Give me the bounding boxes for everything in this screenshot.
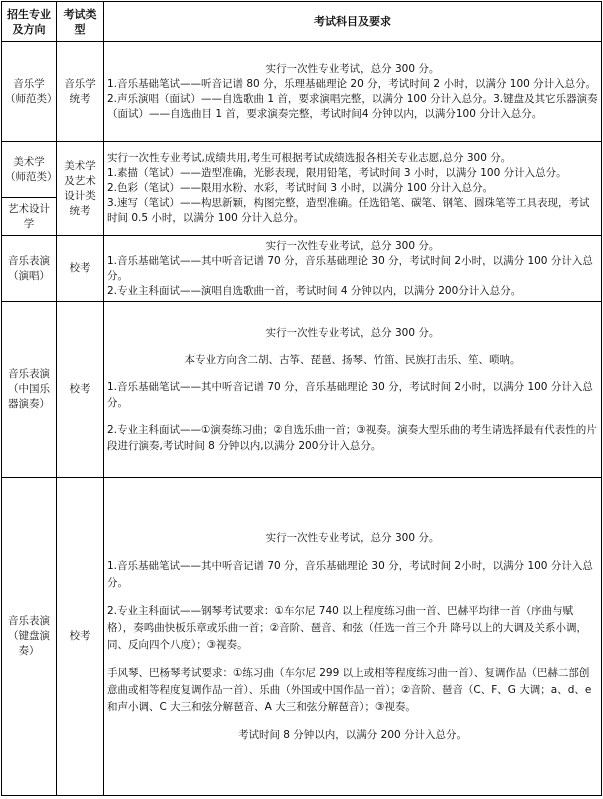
table-row [2,236,602,302]
table-row [2,42,602,142]
row-major: 音乐表演（演唱） [2,236,57,302]
subject-line: 1.音乐基础笔试——其中听音记谱 70 分，音乐基础理论 30 分，考试时间 2小时，以满分 100 分计入总分。 [107,559,593,589]
admission-requirements-table [1,1,602,796]
subject-line: 1.音乐基础笔试——其中听音记谱 70 分，音乐基础理论 30 分，考试时间 2小时，以满分 100 分计入总分。 [107,381,593,409]
row-exam-type: 音乐学统考 [57,42,104,142]
table-row [2,142,602,198]
subject-line: 1.素描（笔试）——造型准确，光影表现，限用铅笔，考试时间 3 小时，以满分 100 分计入总分。 [107,167,567,179]
row-major: 美术学（师范类） [2,142,57,198]
subject-line: 2.专业主科面试——演唱自选歌曲一首，考试时间 4 分钟以内，以满分 200分计入总分。 [107,284,522,297]
row-subjects [104,142,602,236]
row-major-secondary: 艺术设计学 [2,198,57,236]
subject-line: 手风琴、巴杨琴考试要求：①练习曲（车尔尼 299 以上或相等程度练习曲一首）、复调作品（巴赫二部创意曲或相等程度复调作品一首）、乐曲（外国或中国作品一首）；②音阶、琶音（C、F、G 大调；a、d、e 和声小调、C 大三和弦分解琶音、A 大三和弦分解琶音）；③视奏。 [107,666,592,713]
row-major: 音乐学（师范类） [2,42,57,142]
subject-line: 实行一次性专业考试,成绩共用,考生可根据考试成绩选报各相关专业志愿,总分 300 分。 [107,152,512,164]
row-subjects [104,302,602,478]
subject-line: 3.速写（笔试）——构思新颖，构图完整，造型准确。任选铅笔、碳笔、钢笔、圆珠笔等工具表现，考试时间 0.5 小时，以满分 100 分计入总分。 [107,197,590,224]
row-exam-type: 校考 [57,478,104,796]
row-exam-type: 美术学及艺术设计类统考 [57,142,104,236]
subject-line: 2.专业主科面试——①演奏练习曲；②自选乐曲一首；③视奏。演奏大型乐曲的考生请选择最有代表性的片段进行演奏,考试时间 8 分钟以内,以满分 200分计入总分。 [107,424,597,452]
subject-line: 实行一次性专业考试，总分 300 分。 [265,239,440,252]
row-major: 音乐表演（键盘演奏） [2,478,57,796]
table-header-row [2,2,602,42]
subject-line: 2.专业主科面试——钢琴考试要求：①车尔尼 740 以上程度练习曲一首、巴赫平均律一首（序曲与赋格），奏鸣曲快板乐章或乐曲一首；②音阶、琶音、和弦（任选一首三个升 降号以上的大调及关系小调，同、反向四个八度）；③视奏。 [107,604,587,651]
row-exam-type: 校考 [57,236,104,302]
row-subjects [104,478,602,796]
subject-line: 实行一次性专业考试，总分 300 分。 [265,327,440,339]
table-row [2,302,602,478]
table-row [2,478,602,796]
subject-line: 2.声乐演唱（面试）——自选歌曲 1 首，要求演唱完整，以满分 100 分计入总分。3.键盘及其它乐器演奏（面试）——自选曲目 1 首，要求演奏完整，考试时间4 分钟以内，以满分100 分计入总分。 [107,92,598,120]
header-exam-type: 考试类型 [57,2,104,42]
subject-line: 1.音乐基础笔试——听音记谱 80 分，乐理基础理论 20 分，考试时间 2 小时，以满分 100 分计入总分。 [107,77,597,90]
subject-line: 实行一次性专业考试，总分 300 分。 [265,62,440,75]
subject-line: 考试时间 8 分钟以内，以满分 200 分计入总分。 [237,728,468,741]
header-subjects: 考试科目及要求 [104,2,602,42]
row-major: 音乐表演（中国乐器演奏） [2,302,57,478]
subject-line: 本专业方向含二胡、古筝、琵琶、扬琴、竹笛、民族打击乐、笙、唢呐。 [184,354,521,366]
row-subjects [104,42,602,142]
header-major: 招生专业及方向 [2,2,57,42]
subject-line: 实行一次性专业考试，总分 300 分。 [265,531,440,544]
subject-line: 2.色彩（笔试）——限用水粉、水彩，考试时间 3 小时，以满分 100 分计入总分。 [107,182,494,194]
row-exam-type: 校考 [57,302,104,478]
subject-line: 1.音乐基础笔试——其中听音记谱 70 分，音乐基础理论 30 分，考试时间 2小时，以满分 100 分计入总分。 [107,254,593,282]
row-subjects [104,236,602,302]
